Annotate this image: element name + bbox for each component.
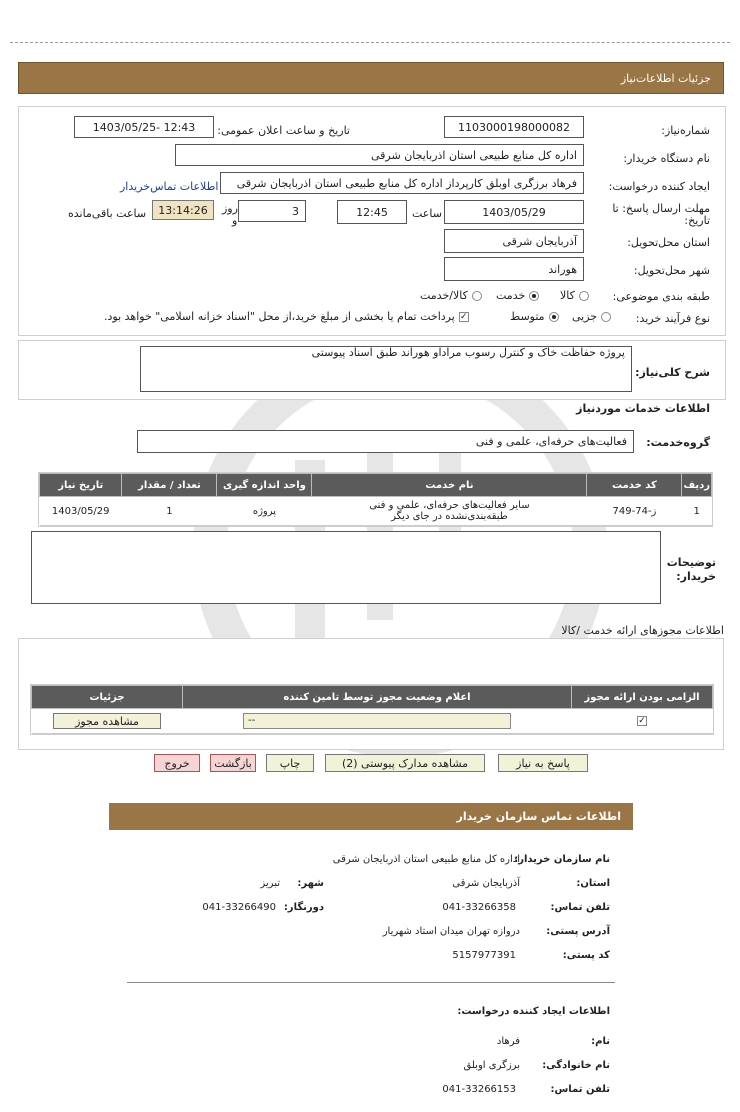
- print-button[interactable]: چاپ: [266, 754, 314, 772]
- col-qty: تعداد / مقدار: [122, 474, 217, 497]
- contact-divider: [127, 982, 615, 983]
- service-radio[interactable]: [529, 291, 539, 301]
- deadline-time-field: 12:45: [337, 200, 407, 224]
- contact-title: اطلاعات تماس سازمان خریدار: [456, 810, 621, 823]
- and-label: و: [232, 214, 238, 227]
- days-field: 3: [238, 200, 306, 222]
- col-license-status: اعلام وضعیت مجوز توسط تامین کننده: [183, 686, 572, 709]
- attachments-button[interactable]: مشاهده مدارک پیوستی (2): [325, 754, 485, 772]
- cell-name: [312, 497, 587, 526]
- cell-code: ز-74-749: [587, 497, 682, 526]
- deadline-date-label: تاریخ:: [684, 214, 710, 227]
- cell-license-required: [572, 709, 713, 734]
- days-label: روز: [222, 202, 238, 215]
- contact-fax-value: 041-33266490: [202, 902, 276, 913]
- minor-radio[interactable]: [601, 312, 611, 322]
- need-number-label: شماره‌نیاز:: [661, 124, 710, 137]
- process-option-minor[interactable]: جزیی: [572, 310, 611, 323]
- view-license-button[interactable]: مشاهده مجوز: [53, 713, 161, 729]
- exit-button[interactable]: خروج: [154, 754, 200, 772]
- services-title: اطلاعات خدمات موردنیاز: [576, 402, 710, 415]
- remaining-time-box: 13:14:26: [152, 200, 214, 220]
- announce-datetime-field: 1403/05/25- 12:43: [74, 116, 214, 138]
- service-group-field: فعالیت‌های حرفه‌ای، علمی و فنی: [137, 430, 634, 453]
- col-row: ردیف: [682, 474, 712, 497]
- creator-field: فرهاد برزگری اوبلق کارپرداز اداره کل منابع طبیعی استان اذربایجان شرقی: [220, 172, 584, 194]
- description-text: پروژه حفاظت خاک و کنترل رسوب مراداو هوراند طبق اسناد پیوستی: [140, 346, 632, 392]
- delivery-province-field: آذربایجان شرقی: [444, 229, 584, 253]
- deadline-label: مهلت ارسال پاسخ: تا: [612, 202, 710, 215]
- top-divider: [10, 42, 730, 43]
- process-type-label: نوع فرآیند خرید:: [635, 312, 710, 325]
- creator-phone-label: تلفن تماس:: [550, 1084, 610, 1095]
- announce-datetime-label: تاریخ و ساعت اعلان عمومی:: [217, 124, 350, 137]
- need-number-field: 1103000198000082: [444, 116, 584, 138]
- services-table-wrapper: [38, 472, 713, 527]
- page-header: [18, 62, 724, 94]
- delivery-city-field: هوراند: [444, 257, 584, 281]
- medium-radio[interactable]: [549, 312, 559, 322]
- col-name: نام خدمت: [312, 474, 587, 497]
- category-option-service[interactable]: خدمت: [496, 289, 539, 302]
- reply-button[interactable]: پاسخ به نیاز: [498, 754, 588, 772]
- buyer-notes-label-1: توضیحات: [666, 556, 716, 569]
- cell-row: 1: [682, 497, 712, 526]
- description-label: شرح کلی‌نیاز:: [635, 366, 710, 379]
- cell-unit: پروژه: [217, 497, 312, 526]
- services-table-header: [40, 474, 712, 497]
- creator-info-title: اطلاعات ایجاد کننده درخواست:: [457, 1006, 610, 1017]
- cell-date: 1403/05/29: [40, 497, 122, 526]
- col-unit: واحد اندازه گیری: [217, 474, 312, 497]
- page-title: جزئیات اطلاعات‌نیاز: [620, 71, 711, 85]
- contact-phone-value: 041-33266358: [442, 902, 516, 913]
- cell-name-line-1: سایر فعالیت‌های حرفه‌ای، علمی و فنی: [369, 500, 530, 511]
- category-option-goods[interactable]: کالا: [560, 289, 589, 302]
- contact-org-value: اداره کل منابع طبیعی استان اذربایجان شرقی: [332, 854, 520, 865]
- buyer-name-field: اداره کل منابع طبیعی استان اذربایجان شرقی: [175, 144, 584, 166]
- cell-license-details: [32, 709, 183, 734]
- contact-address-label: آدرس پستی:: [546, 926, 610, 937]
- buyer-contact-link[interactable]: اطلاعات تماس‌خریدار: [120, 180, 219, 193]
- contact-postal-value: 5157977391: [452, 950, 516, 961]
- creator-first-name-value: فرهاد: [496, 1036, 520, 1047]
- delivery-city-label: شهر محل‌تحویل:: [633, 264, 710, 277]
- contact-header: [109, 803, 633, 830]
- creator-last-name-label: نام خانوادگی:: [542, 1060, 610, 1071]
- delivery-province-label: استان محل‌تحویل:: [627, 236, 710, 249]
- licenses-title: اطلاعات مجوزهای ارائه خدمت /کالا: [561, 624, 724, 637]
- contact-phone-label: تلفن تماس:: [550, 902, 610, 913]
- back-button[interactable]: بازگشت: [210, 754, 256, 772]
- contact-province-label: استان:: [576, 878, 610, 889]
- contact-province-value: آذربایجان شرقی: [452, 878, 520, 889]
- goods-service-radio[interactable]: [472, 291, 482, 301]
- services-table: [39, 473, 712, 526]
- treasury-payment-option[interactable]: ✓ پرداخت تمام یا بخشی از مبلغ خرید،از محل "اسناد خزانه اسلامی" خواهد بود.: [104, 310, 468, 323]
- creator-label: ایجاد کننده درخواست:: [608, 180, 710, 193]
- contact-postal-label: کد پستی:: [562, 950, 610, 961]
- table-row: [32, 709, 713, 734]
- category-option-goods-service[interactable]: کالا/خدمت: [420, 289, 482, 302]
- category-label: طبقه بندی موضوعی:: [612, 290, 710, 303]
- col-date: تاریخ نیاز: [40, 474, 122, 497]
- contact-fax-label: دورنگار:: [283, 902, 324, 913]
- buyer-name-label: نام دستگاه خریدار:: [623, 152, 710, 165]
- deadline-time-label: ساعت: [412, 207, 442, 220]
- cell-license-status: [183, 709, 572, 734]
- licenses-table: [31, 685, 713, 734]
- cell-name-line-2: طبقه‌بندی‌نشده در جای دیگر: [391, 511, 508, 522]
- table-row: [40, 497, 712, 526]
- contact-org-label: نام سازمان خریدار:: [514, 854, 610, 865]
- col-license-details: جزئیات: [32, 686, 183, 709]
- remaining-time-label: ساعت باقی‌مانده: [68, 207, 147, 220]
- license-required-checkbox[interactable]: ✓: [638, 715, 646, 726]
- contact-address-value: دروازه تهران میدان استاد شهریار: [382, 926, 520, 937]
- creator-first-name-label: نام:: [591, 1036, 610, 1047]
- contact-city-label: شهر:: [297, 878, 324, 889]
- col-code: کد خدمت: [587, 474, 682, 497]
- process-option-medium[interactable]: متوسط: [510, 310, 559, 323]
- cell-qty: 1: [122, 497, 217, 526]
- license-status-field: --: [243, 713, 511, 729]
- treasury-checkbox[interactable]: ✓: [460, 311, 468, 322]
- creator-phone-value: 041-33266153: [442, 1084, 516, 1095]
- creator-last-name-value: برزگری اوبلق: [463, 1060, 520, 1071]
- licenses-table-header: [32, 686, 713, 709]
- buyer-notes-label-2: خریدار:: [676, 570, 716, 583]
- col-license-required: الزامی بودن ارائه مجوز: [572, 686, 713, 709]
- licenses-table-wrapper: [30, 684, 714, 735]
- deadline-date-field: 1403/05/29: [444, 200, 584, 224]
- service-group-label: گروه‌خدمت:: [646, 436, 710, 449]
- contact-city-value: تبریز: [260, 878, 280, 889]
- buyer-notes-box: [31, 531, 661, 604]
- goods-radio[interactable]: [579, 291, 589, 301]
